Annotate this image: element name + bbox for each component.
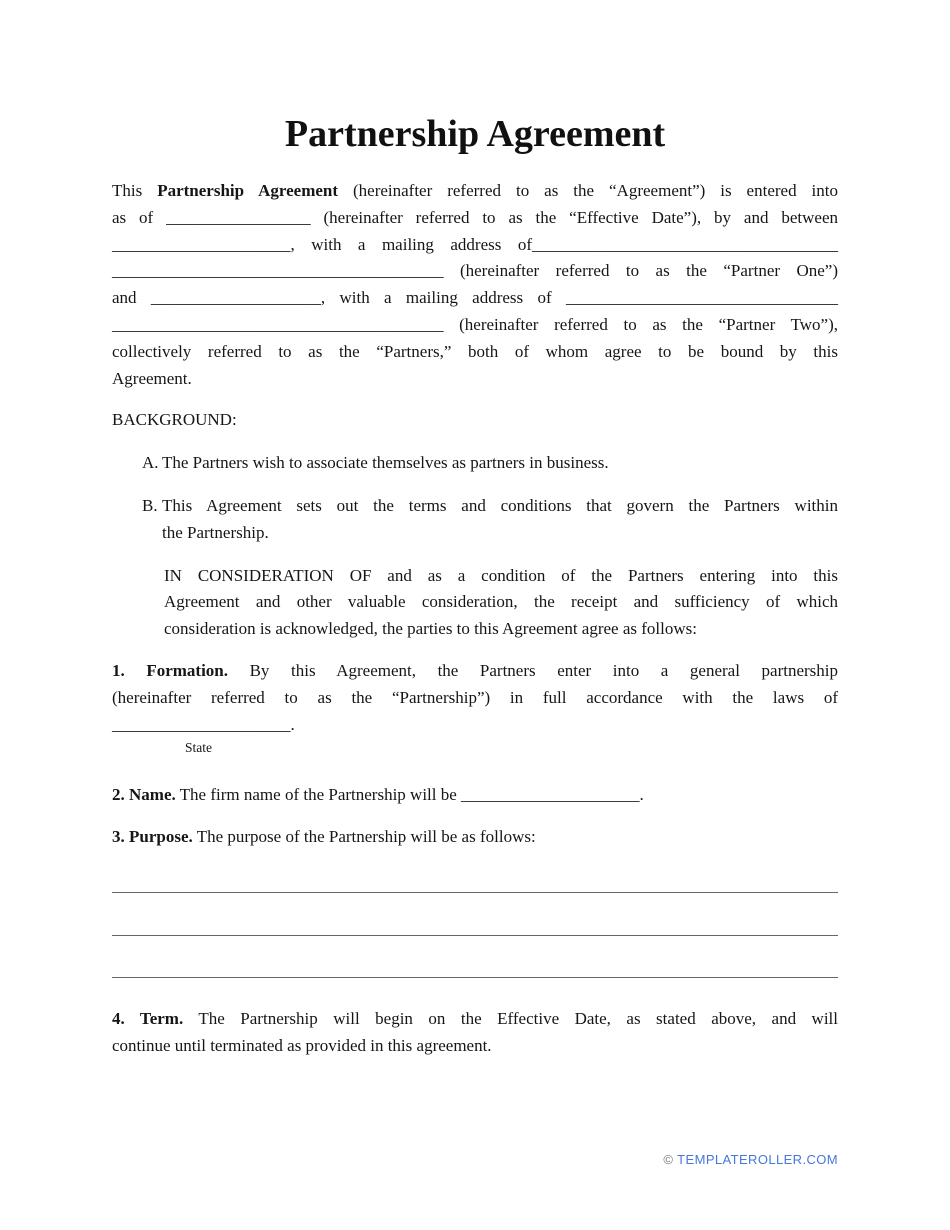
intro-paragraph — [112, 178, 838, 392]
purpose-blank-line — [112, 851, 838, 894]
intro-line-7: collectively referred to as the “Partners,” both of whom agree to be bound by this — [112, 341, 838, 361]
list-item-b-line-2: the Partnership. — [162, 522, 269, 542]
intro-line-4: _______________________________________ (hereinafter referred to as the “Partner One”) — [112, 261, 838, 281]
state-sublabel: State — [185, 740, 212, 756]
formation-state-blank: _____________________. — [112, 714, 295, 734]
formation-line-1 — [112, 658, 838, 685]
list-item-a-text: The Partners wish to associate themselves as partners in business. — [162, 453, 609, 473]
intro-line-6: _______________________________________ (hereinafter referred to as the “Partner Two”), — [112, 314, 838, 334]
agreement-term-bold: Partnership Agreement — [157, 181, 339, 200]
intro-line-1-post: (hereinafter referred to as the “Agreement”) is entered into — [338, 181, 838, 200]
purpose-blank-line — [112, 893, 838, 936]
formation-label: 1. Formation. — [112, 660, 229, 680]
templateroller-link[interactable]: TEMPLATEROLLER.COM — [677, 1152, 838, 1167]
consideration-line-3: consideration is acknowledged, the parties to this Agreement agree as follows: — [164, 619, 697, 639]
purpose-blank-lines — [112, 851, 838, 979]
formation-line-1-text: By this Agreement, the Partners enter into a general partnership — [228, 660, 838, 680]
document-content — [0, 112, 950, 1060]
list-item-b — [112, 493, 838, 547]
purpose-blank-line — [112, 936, 838, 979]
footer-copyright — [663, 1151, 838, 1168]
consideration-line-1: IN CONSIDERATION OF and as a condition of the Partners entering into this — [164, 565, 838, 585]
term-line-1-text: The Partnership will begin on the Effective Date, as stated above, and will — [183, 1009, 838, 1029]
formation-line-2: (hereinafter referred to as the “Partnership”) in full accordance with the laws of — [112, 687, 838, 707]
name-label: 2. Name. — [112, 785, 176, 805]
list-marker-b: B. — [142, 495, 158, 515]
purpose-line — [112, 824, 838, 851]
term-label: 4. Term. — [112, 1009, 184, 1029]
section-purpose — [112, 824, 838, 978]
purpose-text: The purpose of the Partnership will be as follows: — [192, 827, 536, 847]
consideration-paragraph — [164, 563, 838, 643]
purpose-label: 3. Purpose. — [112, 827, 193, 847]
page-title: Partnership Agreement — [284, 113, 666, 155]
intro-line-1 — [112, 178, 838, 205]
list-item-b-line-1: This Agreement sets out the terms and conditions that govern the Partners within — [162, 495, 838, 515]
section-name — [112, 782, 838, 809]
section-term — [112, 1006, 838, 1060]
copyright-symbol: © — [663, 1152, 674, 1167]
intro-line-5: and ____________________, with a mailing address of ________________________________ — [112, 288, 838, 308]
term-line-2: continue until terminated as provided in this agreement. — [112, 1036, 492, 1056]
term-line-1 — [112, 1006, 838, 1033]
list-marker-a: A. — [142, 453, 159, 473]
name-line — [112, 782, 838, 809]
section-formation — [112, 658, 838, 756]
list-item-a — [112, 450, 838, 477]
intro-line-1-pre: This — [112, 181, 158, 200]
intro-line-3: _____________________, with a mailing address of____________________________________ — [112, 234, 838, 254]
name-text: The firm name of the Partnership will be _____________________. — [175, 785, 644, 805]
consideration-line-2: Agreement and other valuable consideration, the receipt and sufficiency of which — [164, 592, 838, 612]
intro-line-2: as of _________________ (hereinafter referred to as the “Effective Date”), by and between — [112, 207, 838, 227]
background-heading: BACKGROUND: — [112, 410, 237, 430]
intro-line-8: Agreement. — [112, 368, 192, 388]
